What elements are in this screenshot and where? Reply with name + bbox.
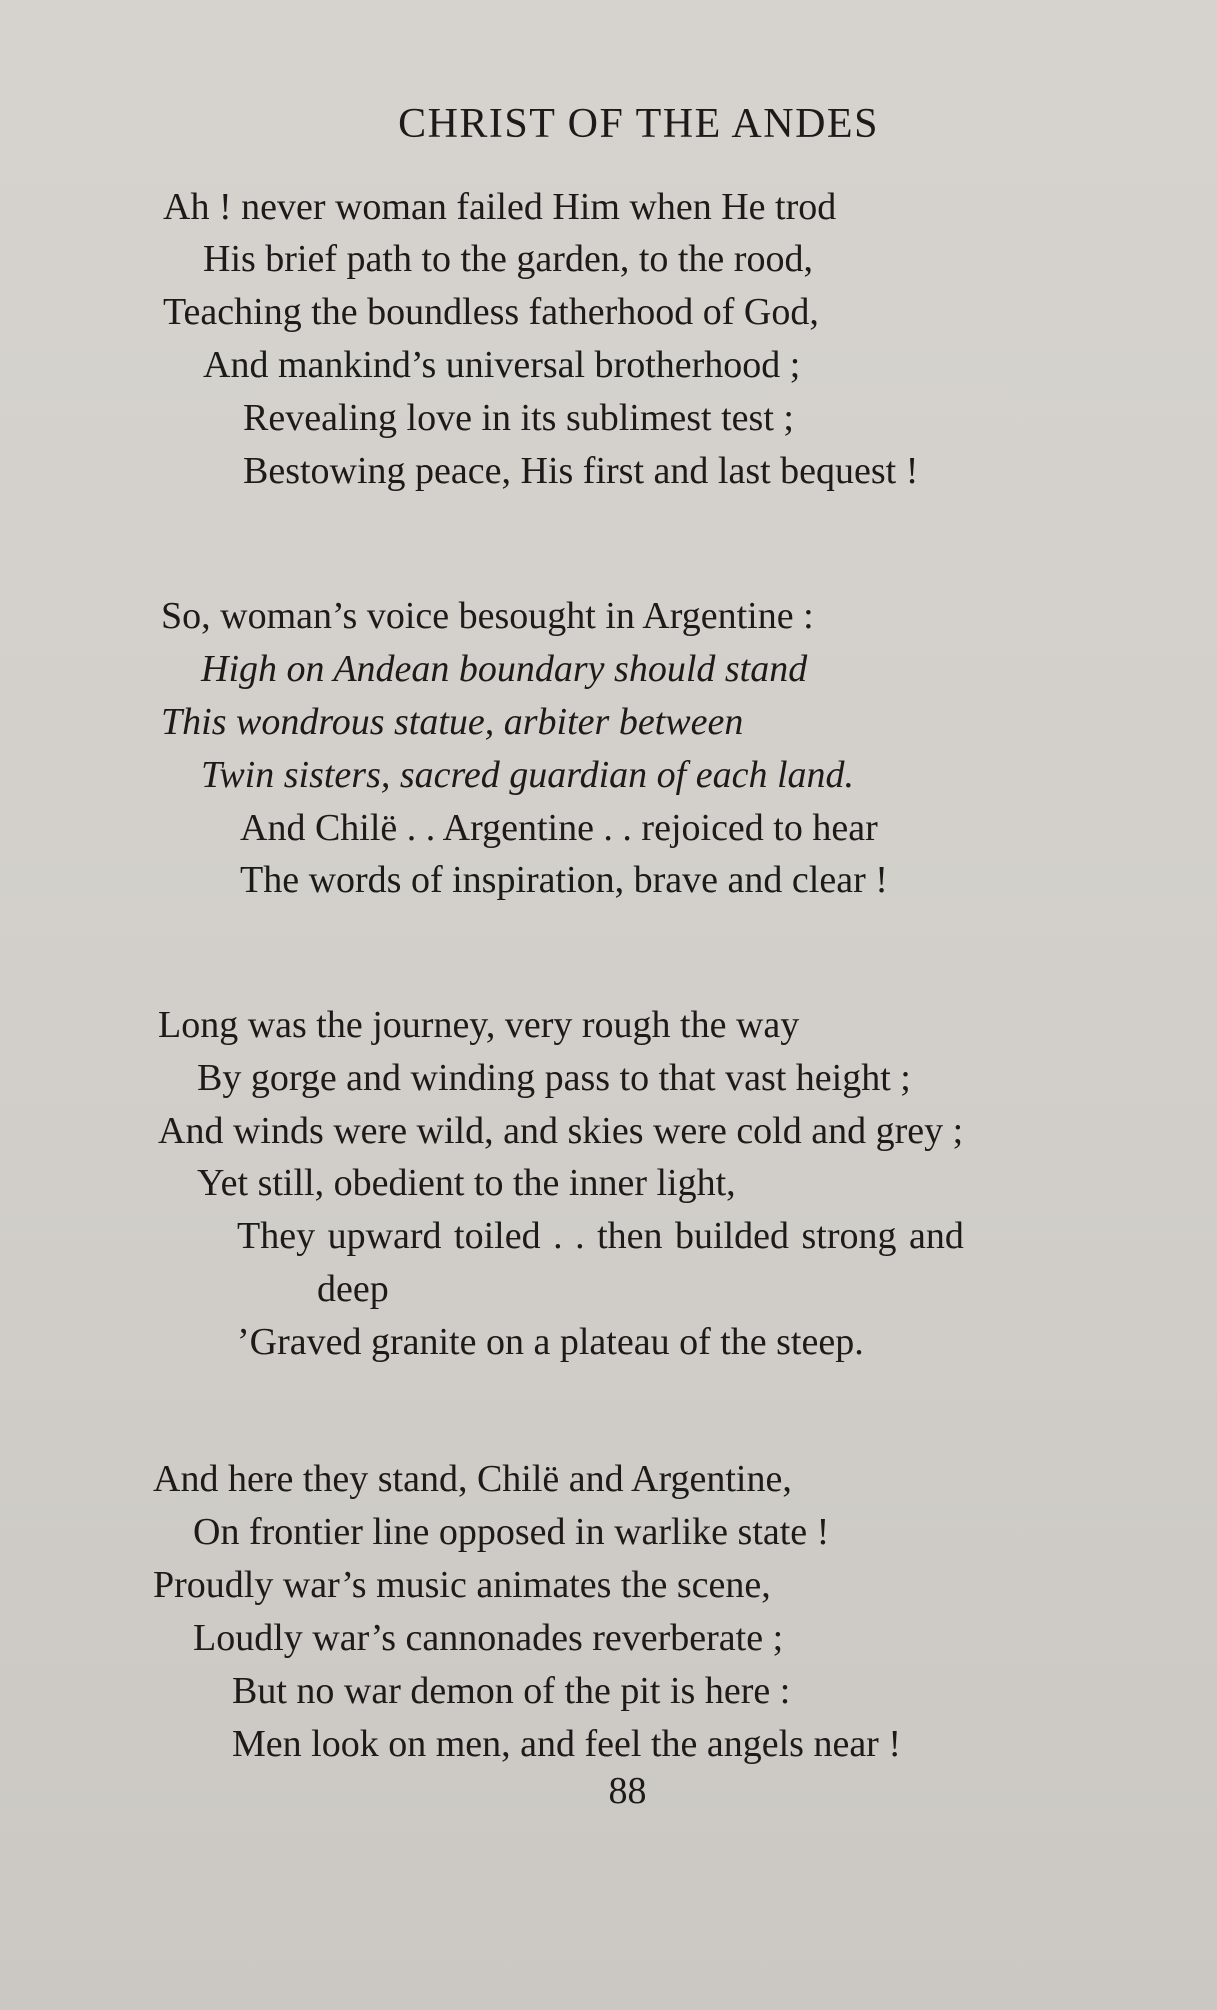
poem-line: ’Graved granite on a plateau of the steep.	[237, 1321, 864, 1363]
poem-line: And Chilë . . Argentine . . rejoiced to hear	[240, 807, 878, 849]
poem-line-italic: High on Andean boundary should stand	[201, 648, 808, 690]
poem-line: Men look on men, and feel the angels near !	[232, 1723, 901, 1765]
poem-line: Teaching the boundless fatherhood of God,	[163, 291, 819, 333]
poem-line-italic: Twin sisters, sacred guardian of each land.	[201, 754, 855, 796]
page-number: 88	[608, 1770, 647, 1812]
poem-line: His brief path to the garden, to the rood,	[203, 238, 813, 280]
poem-line: But no war demon of the pit is here :	[232, 1670, 791, 1712]
poem-line: By gorge and winding pass to that vast height ;	[197, 1057, 911, 1099]
poem-title: CHRIST OF THE ANDES	[398, 101, 879, 147]
poem-line: Loudly war’s cannonades reverberate ;	[193, 1617, 784, 1659]
poem-line: And here they stand, Chilë and Argentine,	[153, 1458, 792, 1500]
poem-line: Ah ! never woman failed Him when He trod	[163, 186, 837, 228]
poem-line: Long was the journey, very rough the way	[158, 1004, 800, 1046]
poem-line-italic: This wondrous statue, arbiter between	[161, 701, 744, 743]
poem-line: So, woman’s voice besought in Argentine :	[161, 595, 814, 637]
poem-line: Bestowing peace, His first and last bequest !	[243, 450, 919, 492]
poem-line: And mankind’s universal brotherhood ;	[203, 344, 801, 386]
poem-line: Revealing love in its sublimest test ;	[243, 397, 794, 439]
poem-line: On frontier line opposed in warlike state !	[193, 1511, 830, 1553]
poem-line: Yet still, obedient to the inner light,	[197, 1162, 736, 1204]
poem-line: They upward toiled . . then builded strong and	[237, 1215, 964, 1257]
poem-line: And winds were wild, and skies were cold and grey ;	[158, 1110, 964, 1152]
poem-line-continuation: deep	[317, 1268, 389, 1310]
poem-line: Proudly war’s music animates the scene,	[153, 1564, 771, 1606]
poem-line: The words of inspiration, brave and clear !	[240, 859, 888, 901]
